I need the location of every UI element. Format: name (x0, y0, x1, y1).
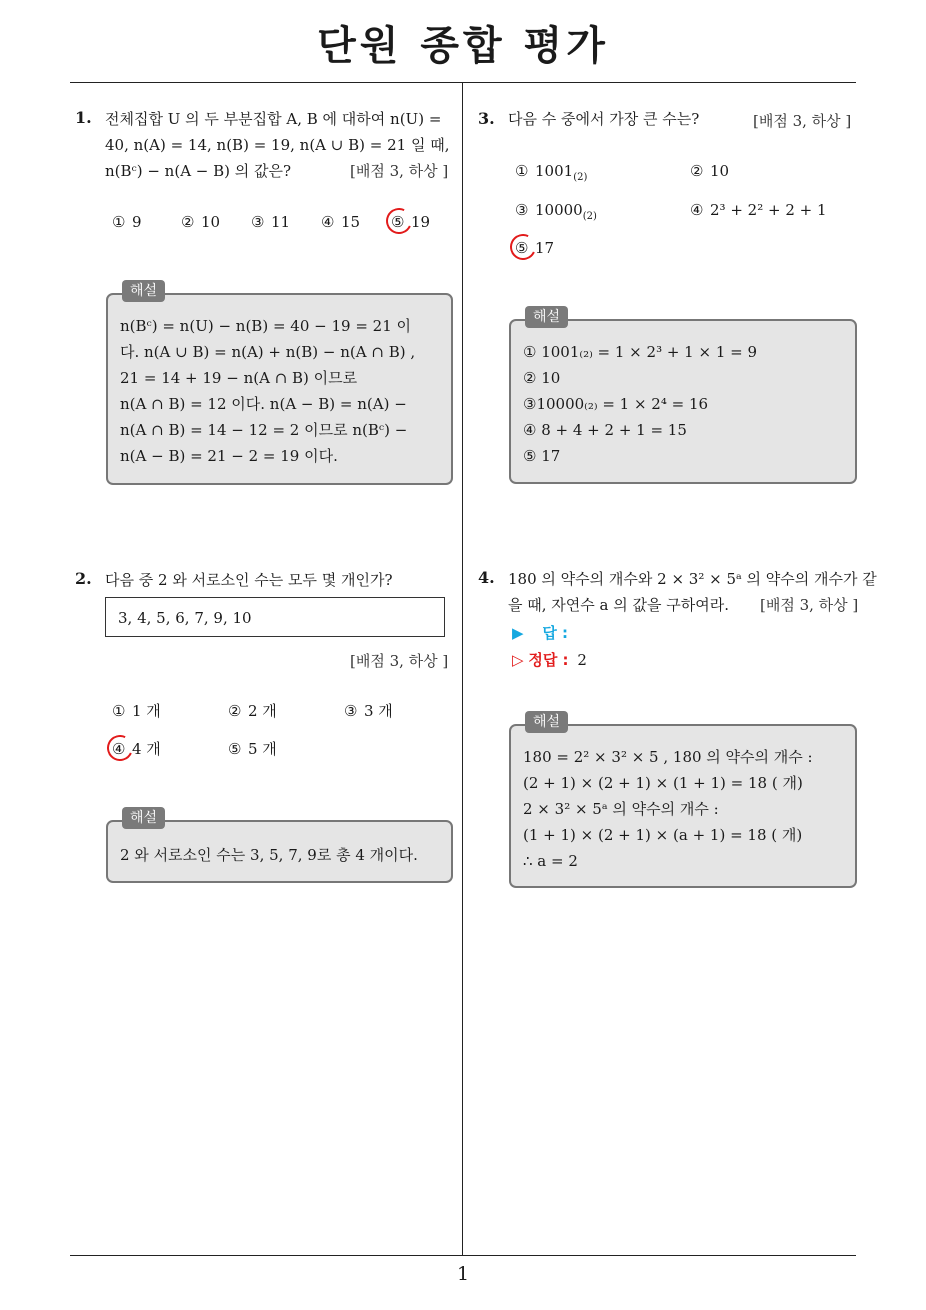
q3-option-2-text: 10 (710, 162, 730, 180)
q2-option-1-mark: ① (112, 702, 126, 720)
q1-option-4-text: 15 (341, 213, 361, 231)
q2-solution-line-1: 2 와 서로소인 수는 3, 5, 7, 9로 총 4 개이다. (120, 846, 418, 864)
q3-solution-box (509, 309, 857, 484)
q3-solution-line-2: ② 10 (523, 369, 561, 387)
q2-option-3-mark: ③ (344, 702, 358, 720)
q1-option-2-mark: ② (181, 213, 195, 231)
q1-option-1-text: 9 (132, 213, 142, 231)
q4-solution-tab: 해설 (525, 711, 568, 733)
q2-option-4-mark-selected: ④ (112, 738, 132, 760)
q2-text: 다음 중 2 와 서로소인 수는 모두 몇 개인가? (105, 571, 393, 589)
q3-option-2-mark: ② (690, 162, 704, 180)
q1-option-3[interactable] (251, 211, 290, 233)
column-divider (462, 83, 463, 1255)
q1-solution-line-3: 21 = 14 + 19 − n(A ∩ B) 이므로 (120, 369, 358, 387)
q1-option-1[interactable] (112, 211, 142, 233)
outline-triangle-icon: ▷ (512, 651, 524, 669)
q4-score: [배점 3, 하상 ] (760, 596, 859, 614)
q2-given-box: 3, 4, 5, 6, 7, 9, 10 (105, 597, 445, 637)
q3-option-4-text: 2³ + 2² + 2 + 1 (710, 201, 827, 219)
q3-option-1-text: 1001 (535, 162, 574, 180)
q1-option-4-mark: ④ (321, 213, 335, 231)
q3-solution-line-3: ③10000₍₂₎ = 1 × 2⁴ = 16 (523, 395, 709, 413)
q4-line-1: 180 의 약수의 개수와 2 × 3² × 5ᵃ 의 약수의 개수가 같 (508, 570, 877, 588)
q4-solution-line-4: (1 + 1) × (2 + 1) × (a + 1) = 18 ( 개) (523, 826, 803, 844)
q2-number: 2. (75, 569, 92, 588)
q1-solution-tab: 해설 (122, 280, 165, 302)
q4-solution-line-1: 180 = 2² × 3² × 5 , 180 의 약수의 개수 : (523, 748, 813, 766)
q3-score: [배점 3, 하상 ] (753, 112, 852, 130)
q1-solution-line-6: n(A − B) = 21 − 2 = 19 이다. (120, 447, 338, 465)
header-rule (70, 82, 856, 83)
q1-option-3-text: 11 (271, 213, 291, 231)
q1-option-5[interactable] (391, 211, 430, 233)
q2-solution-tab: 해설 (122, 807, 165, 829)
q1-option-3-mark: ③ (251, 213, 265, 231)
q3-solution-line-5: ⑤ 17 (523, 447, 561, 465)
page-number: 1 (456, 1263, 470, 1285)
q4-solution-line-5: ∴ a = 2 (523, 852, 578, 870)
q3-option-3[interactable] (515, 199, 597, 228)
q1-solution-line-1: n(Bᶜ) = n(U) − n(B) = 40 − 19 = 21 이 (120, 317, 412, 335)
q3-option-4-mark: ④ (690, 201, 704, 219)
q3-option-2[interactable] (690, 160, 729, 182)
q2-option-5-mark: ⑤ (228, 740, 242, 758)
q4-correct-label: 정답 : (528, 651, 569, 669)
q1-line-1: 전체집합 U 의 두 부분집합 A, B 에 대하여 n(U) = (105, 110, 442, 128)
q3-option-5[interactable] (515, 237, 554, 259)
q2-score: [배점 3, 하상 ] (350, 652, 449, 670)
q2-option-1[interactable] (112, 700, 161, 722)
q4-answer-label: 답 : (542, 624, 569, 642)
q1-option-2-text: 10 (201, 213, 221, 231)
q2-option-4[interactable] (112, 738, 161, 760)
q3-number: 3. (478, 109, 495, 128)
q1-option-2[interactable] (181, 211, 220, 233)
q2-solution-box (106, 810, 453, 883)
q2-option-1-text: 1 개 (132, 702, 161, 720)
q4-solution-box (509, 714, 857, 888)
q2-option-2[interactable] (228, 700, 277, 722)
q2-option-3[interactable] (344, 700, 393, 722)
q3-option-3-base: (2) (582, 211, 597, 222)
q1-number: 1. (75, 108, 92, 127)
q1-line-3: n(Bᶜ) − n(A − B) 의 값은? (105, 162, 292, 180)
q1-option-4[interactable] (321, 211, 360, 233)
q2-option-3-text: 3 개 (364, 702, 393, 720)
q3-option-5-mark-selected: ⑤ (515, 237, 535, 259)
q1-solution-line-2: 다. n(A ∪ B) = n(A) + n(B) − n(A ∩ B) , (120, 343, 416, 361)
q2-option-2-mark: ② (228, 702, 242, 720)
q3-option-1[interactable] (515, 160, 587, 189)
q3-option-1-mark: ① (515, 162, 529, 180)
q4-answer-row[interactable] (512, 622, 568, 644)
q1-line-2: 40, n(A) = 14, n(B) = 19, n(A ∪ B) = 21 일 때, (105, 136, 450, 154)
q1-option-1-mark: ① (112, 213, 126, 231)
q1-option-5-text: 19 (411, 213, 431, 231)
q3-option-1-base: (2) (573, 172, 588, 183)
q3-option-3-text: 10000 (535, 201, 583, 219)
q2-option-5-text: 5 개 (248, 740, 277, 758)
q1-solution-line-4: n(A ∩ B) = 12 이다. n(A − B) = n(A) − (120, 395, 407, 413)
q1-solution-box (106, 283, 453, 485)
q3-text: 다음 수 중에서 가장 큰 수는? (508, 110, 700, 128)
q3-solution-tab: 해설 (525, 306, 568, 328)
q2-option-4-text: 4 개 (132, 740, 161, 758)
footer-rule (70, 1255, 856, 1256)
q3-option-4[interactable] (690, 199, 827, 221)
q1-solution-line-5: n(A ∩ B) = 14 − 12 = 2 이므로 n(Bᶜ) − (120, 421, 408, 439)
q1-score: [배점 3, 하상 ] (350, 162, 449, 180)
q1-option-5-mark-selected: ⑤ (391, 211, 411, 233)
q2-option-2-text: 2 개 (248, 702, 277, 720)
q4-correct-value: 2 (577, 651, 587, 669)
q3-option-3-mark: ③ (515, 201, 529, 219)
q3-solution-line-1: ① 1001₍₂₎ = 1 × 2³ + 1 × 1 = 9 (523, 343, 758, 361)
page-title: 단원 종합 평가 (317, 23, 609, 69)
q4-line-2: 을 때, 자연수 a 의 값을 구하여라. (508, 596, 729, 614)
q2-option-5[interactable] (228, 738, 277, 760)
q4-number: 4. (478, 568, 495, 587)
q4-solution-line-2: (2 + 1) × (2 + 1) × (1 + 1) = 18 ( 개) (523, 774, 803, 792)
q3-solution-line-4: ④ 8 + 4 + 2 + 1 = 15 (523, 421, 687, 439)
q4-correct-row (512, 649, 587, 671)
play-icon: ▶ (512, 624, 524, 642)
q4-solution-line-3: 2 × 3² × 5ᵃ 의 약수의 개수 : (523, 800, 719, 818)
q3-option-5-text: 17 (535, 239, 555, 257)
